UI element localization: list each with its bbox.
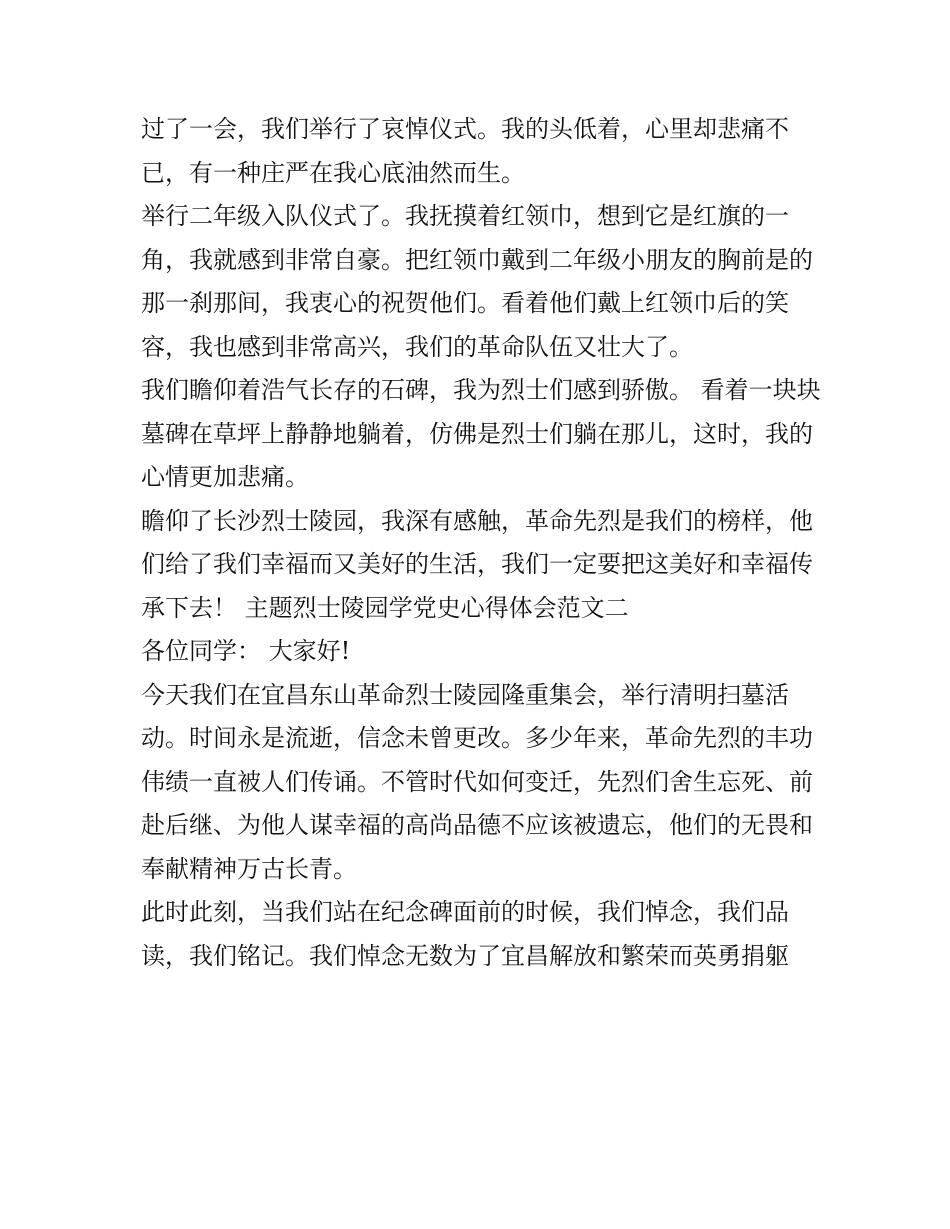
paragraph-qingming-activity: 今天我们在宜昌东山革命烈士陵园隆重集会，举行清明扫墓活动。时间永是流逝，信念未曾更改。多少年来，革命先烈的丰功伟绩一直被人们传诵。不管时代如何变迁，先烈们舍生忘死、前赴后继、为他人谋幸福的高尚品德不应该被遗忘，他们的无畏和奉献精神万古长青。 <box>141 680 813 883</box>
paragraph-pioneer-induction: 举行二年级入队仪式了。我抚摸着红领巾，想到它是红旗的一角，我就感到非常自豪。把红领巾戴到二年级小朋友的胸前是的那一刹那间，我衷心的祝贺他们。看着他们戴上红领巾后的笑容，我也感到非常高兴，我们的革命队伍又壮大了。 <box>141 202 813 361</box>
paragraph-mourning-ceremony: 过了一会，我们举行了哀悼仪式。我的头低着，心里却悲痛不已，有一种庄严在我心底油然而生。 <box>141 115 789 187</box>
paragraph-monument: 此时此刻，当我们站在纪念碑面前的时候，我们悼念，我们品读，我们铭记。我们悼念无数为了宜昌解放和繁荣而英勇捐躯 <box>141 898 789 970</box>
paragraph-reflection: 瞻仰了长沙烈士陵园，我深有感触，革命先烈是我们的榜样，他们给了我们幸福而又美好的生活，我们一定要把这美好和幸福传承下去！ 主题烈士陵园学党史心得体会范文二 <box>141 506 813 622</box>
paragraph-greeting: 各位同学： 大家好! <box>141 637 351 665</box>
document-body <box>141 108 821 978</box>
paragraph-stone-tablet: 我们瞻仰着浩气长存的石碑，我为烈士们感到骄傲。 看着一块块墓碑在草坪上静静地躺着，仿佛是烈士们躺在那儿，这时，我的心情更加悲痛。 <box>141 376 821 491</box>
